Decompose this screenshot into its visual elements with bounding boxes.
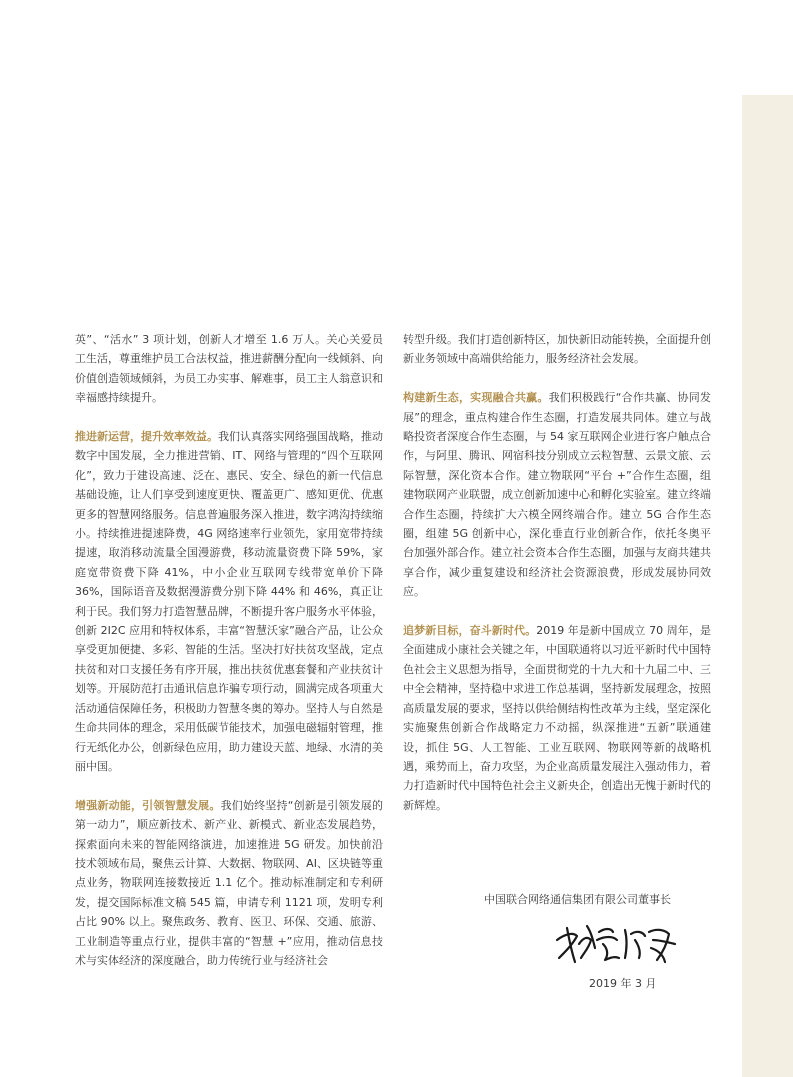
paragraph-body: 2019 年是新中国成立 70 周年，是全面建成小康社会关键之年，中国联通将以习近平新时代中国特色社会主义思想为指导，全面贯彻党的十九大和十九届二中、三中全会精神，坚持稳中求进工作总基调，坚持新发展理念，按照高质量发展的要求，坚持以供给侧结构性改革为主线，坚定深化实施聚焦创新合作战略定力不动摇，纵深推进“五新”联通建设，抓住 5G、人工智能、工业互联网、物联网等新的战略机遇，乘势而上，奋力攻坚，为企业高质量发展注入强动伟力，着力打造新时代中国特色社会主义新央企，创造出无愧于新时代的新辉煌。 (403, 624, 712, 812)
paragraph-continued: 英”、“活水” 3 项计划，创新人才增至 1.6 万人。关心关爱员工生活，尊重维护员工合法权益，推进薪酬分配向一线倾斜、向价值创造领域倾斜，为员工办实事、解难事，员工主人翁意识和幸福感持续提升。 (75, 333, 383, 405)
paragraph-new-momentum (75, 796, 383, 971)
paragraph-new-ecosystem (403, 388, 711, 601)
paragraph-continued: 转型升级。我们打造创新特区，加快新旧动能转换，全面提升创新业务领域中高端供给能力，服务经济社会发展。 (403, 333, 711, 366)
side-decor-strip (742, 95, 793, 1077)
signer-title: 中国联合网络通信集团有限公司董事长 (484, 893, 671, 906)
paragraph-body: 我们积极践行“合作共赢、协同发展”的理念，重点构建合作生态圈，打造发展共同体。建立与战略投资者深度合作生态圈，与 54 家互联网企业进行客户触点合作，与阿里、腾讯、网宿科技分别成立云粒智慧、云景文旅、云际智慧，深化资本合作。建立物联网“平台 +”合作生态圈，组建物联网产业联盟，成立创新加速中心和孵化实验室。建立终端合作生态圈，持续扩大六模全网终端合作。建立 5G 合作生态圈，组建 5G 创新中心，深化垂直行业创新合作，依托冬奥平台加强外部合作。建立社会资本合作生态圈，加强与友商共建共享合作，减少重复建设和经济社会资源浪费，形成发展协同效应。 (403, 391, 712, 599)
paragraph-lead: 追梦新目标，奋斗新时代。 (403, 624, 537, 638)
left-column (75, 330, 383, 990)
paragraph-new-goals (403, 621, 711, 815)
handwritten-signature (553, 918, 683, 968)
right-column (403, 330, 711, 835)
paragraph-new-operations (75, 427, 383, 776)
signature-date: 2019 年 3 月 (589, 977, 657, 990)
paragraph-lead: 增强新动能，引领智慧发展。 (75, 798, 221, 812)
paragraph-body: 我们认真落实网络强国战略，推动数字中国发展，全力推进营销、IT、网络与管理的“四个互联网化”，致力于建设高速、泛在、惠民、安全、绿色的新一代信息基础设施，让人们享受到速度更快、覆盖更广、感知更优、优惠更多的智慧网络服务。信息普遍服务深入推进，数字鸿沟持续缩小。持续推进提速降费，4G 网络速率行业领先，家用宽带持续提速，取消移动流量全国漫游费，移动流量资费下降 59%，家庭宽带资费下降 41%，中小企业互联网专线带宽单价下降 36%，国际语音及数据漫游费分别下降 44% 和 46%，真正让利于民。我们努力打造智慧品牌，不断提升客户服务水平体验，创新 2I2C 应用和特权体系，丰富“智慧沃家”融合产品，让公众享受更加便捷、多彩、智能的生活。坚决打好扶贫攻坚战，定点扶贫和对口支援任务有序开展，推出扶贫优惠套餐和产业扶贫计划等。开展防范打击通讯信息诈骗专项行动，圆满完成各项重大活动通信保障任务，积极助力智慧冬奥的筹办。坚持人与自然是生命共同体的理念，采用低碳节能技术，加强电磁辐射管理，推行无纸化办公，创新绿色应用，助力建设天蓝、地绿、水清的美丽中国。 (75, 430, 383, 773)
paragraph-lead: 构建新生态，实现融合共赢。 (403, 391, 549, 405)
paragraph-body: 我们始终坚持“创新是引领发展的第一动力”，顺应新技术、新产业、新模式、新业态发展趋势，探索面向未来的智能网络演进，加速推进 5G 研发。加快前沿技术领域布局，聚焦云计算、大数据、物联网、AI、区块链等重点业务，物联网连接数接近 1.1 亿个。推动标准制定和专利研发，提交国际标准文稿 545 篇，申请专利 1121 项，发明专利占比 90% 以上。聚焦政务、教育、医卫、环保、交通、旅游、工业制造等重点行业，提供丰富的“智慧 +”应用，推动信息技术与实体经济的深度融合，助力传统行业与经济社会 (75, 798, 384, 967)
paragraph-lead: 推进新运营，提升效率效益。 (75, 430, 218, 444)
signature-block (403, 890, 711, 990)
